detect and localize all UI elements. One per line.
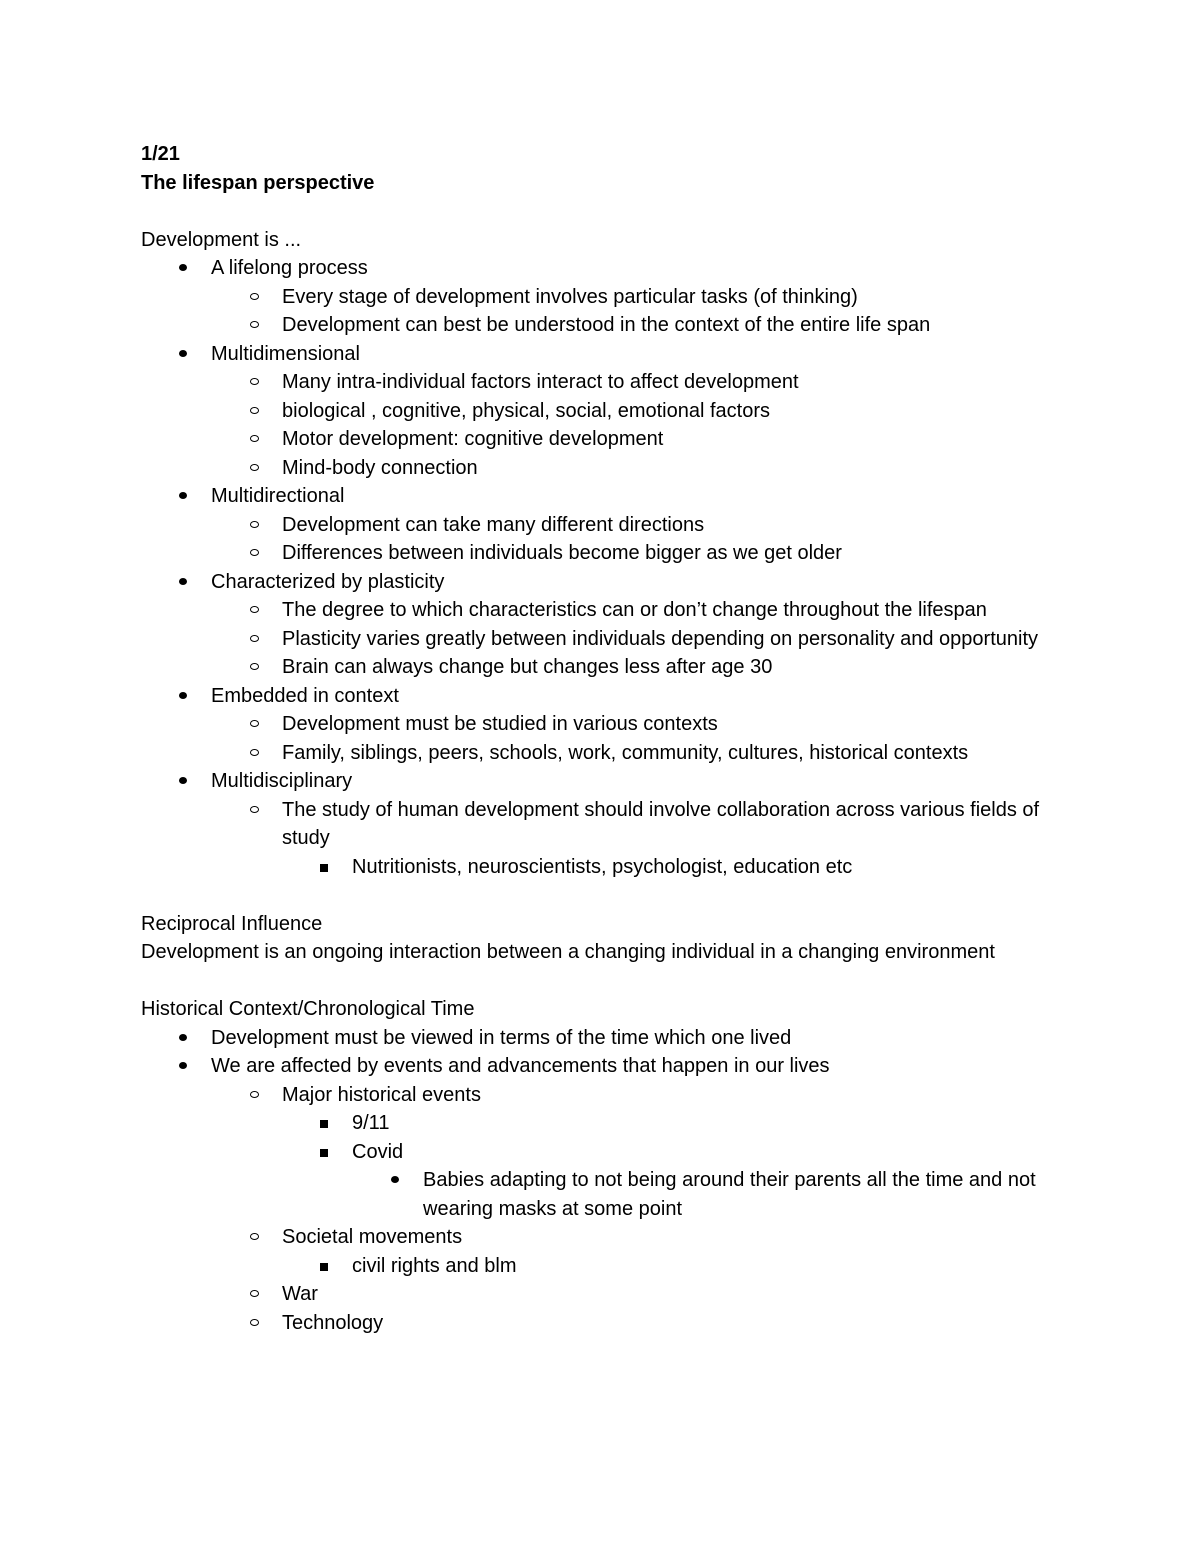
bullet-icon [179,1034,187,1041]
sub-list-item [141,796,1081,853]
sub-sub-list-item-label: civil rights and blm [352,1254,517,1277]
list-item-label: A lifelong process [211,257,368,279]
sub-list-item-label: biological , cognitive, physical, social, emotional factors [282,399,771,422]
bullet-icon [179,578,187,585]
hollow-bullet-icon [250,407,259,414]
hollow-bullet-icon [250,378,259,385]
hollow-bullet-icon [250,1290,259,1297]
document-page [141,140,1081,1337]
hollow-bullet-icon [250,549,259,556]
sub-list-item [141,511,1081,540]
sub-sub-list-item-label: Covid [352,1140,404,1163]
sub-list-item [141,1309,1081,1338]
sub-list-item [141,1223,1081,1252]
sub-list-item-label: Societal movements [282,1226,463,1248]
sub-list-item [141,283,1081,312]
hollow-bullet-icon [250,1091,259,1098]
hollow-bullet-icon [250,749,259,756]
sub-list-item [141,625,1081,654]
sub-sub-list-item [141,1138,1081,1167]
hollow-bullet-icon [250,321,259,328]
hollow-bullet-icon [250,720,259,727]
hollow-bullet-icon [250,1319,259,1326]
sub-list-item-label: Family, siblings, peers, schools, work, community, cultures, historical contexts [282,741,969,764]
development-intro: Development is ... [141,228,302,251]
list-item [141,1024,1081,1053]
hollow-bullet-icon [250,521,259,528]
sub-list-item-label: The study of human development should involve collaboration across various fields of study [282,798,1040,849]
square-bullet-icon [320,1263,328,1271]
sub-list-item-label: Technology [282,1311,384,1334]
date-heading: 1/21 [141,143,180,165]
sub-sub-list-item-label: Nutritionists, neuroscientists, psychologist, education etc [352,855,853,878]
square-bullet-icon [320,864,328,872]
sub-list-item [141,425,1081,454]
list-item [141,340,1081,369]
hollow-bullet-icon [250,806,259,813]
sub-sub-list-item [141,853,1081,882]
sub-list-item-label: Plasticity varies greatly between individuals depending on personality and opportunity [282,627,1039,650]
reciprocal-heading: Reciprocal Influence [141,912,323,935]
sub-list-item-label: The degree to which characteristics can or don’t change throughout the lifespan [282,599,987,621]
list-item-label: We are affected by events and advancements that happen in our lives [211,1055,830,1077]
sub-list-item-label: War [282,1283,318,1305]
square-bullet-icon [320,1120,328,1128]
sub-list-item [141,1280,1081,1309]
sub-list-item [141,596,1081,625]
sub-list-item [141,454,1081,483]
bullet-icon [179,692,187,699]
historical-heading: Historical Context/Chronological Time [141,998,475,1020]
hollow-bullet-icon [250,663,259,670]
list-item-label: Characterized by plasticity [211,570,445,593]
sub-list-item [141,710,1081,739]
spacer [141,967,1081,996]
bullet-icon [179,492,187,499]
sub-list-item [141,368,1081,397]
list-item [141,482,1081,511]
sub-list-item-label: Brain can always change but changes less after age 30 [282,656,773,678]
bullet-icon [391,1176,399,1183]
list-item [141,682,1081,711]
bullet-icon [179,264,187,271]
sub-sub-list-item-label: 9/11 [352,1112,390,1134]
bullet-icon [179,777,187,784]
hollow-bullet-icon [250,606,259,613]
list-item-label: Development must be viewed in terms of the time which one lived [211,1026,792,1049]
list-item [141,568,1081,597]
fourth-level-list-item-label: Babies adapting to not being around their parents all the time and not wearing masks at some point [423,1169,1036,1220]
hollow-bullet-icon [250,1233,259,1240]
sub-sub-list-item [141,1252,1081,1281]
sub-list-item-label: Mind-body connection [282,456,478,479]
sub-list-item [141,653,1081,682]
sub-list-item-label: Development can take many different directions [282,513,705,536]
sub-list-item-label: Development can best be understood in the context of the entire life span [282,314,931,336]
list-item-label: Multidisciplinary [211,770,353,792]
sub-list-item [141,397,1081,426]
bullet-icon [179,350,187,357]
sub-list-item-label: Differences between individuals become bigger as we get older [282,542,842,564]
sub-list-item-label: Every stage of development involves particular tasks (of thinking) [282,285,858,308]
sub-list-item [141,1081,1081,1110]
sub-list-item-label: Motor development: cognitive development [282,428,664,450]
list-item [141,767,1081,796]
sub-list-item [141,539,1081,568]
fourth-level-list-item [141,1166,1081,1223]
sub-list-item [141,739,1081,768]
spacer [141,197,1081,226]
list-item [141,254,1081,283]
sub-list-item-label: Many intra-individual factors interact to affect development [282,371,799,393]
list-item [141,1052,1081,1081]
hollow-bullet-icon [250,635,259,642]
sub-list-item [141,311,1081,340]
sub-list-item-label: Development must be studied in various contexts [282,713,718,735]
hollow-bullet-icon [250,464,259,471]
list-item-label: Multidirectional [211,485,345,507]
list-item-label: Multidimensional [211,342,360,365]
square-bullet-icon [320,1149,328,1157]
sub-list-item-label: Major historical events [282,1083,481,1106]
reciprocal-text: Development is an ongoing interaction between a changing individual in a changing environment [141,941,995,963]
hollow-bullet-icon [250,293,259,300]
page-title: The lifespan perspective [141,171,375,194]
sub-sub-list-item [141,1109,1081,1138]
bullet-icon [179,1062,187,1069]
list-item-label: Embedded in context [211,684,399,707]
spacer [141,881,1081,910]
hollow-bullet-icon [250,435,259,442]
